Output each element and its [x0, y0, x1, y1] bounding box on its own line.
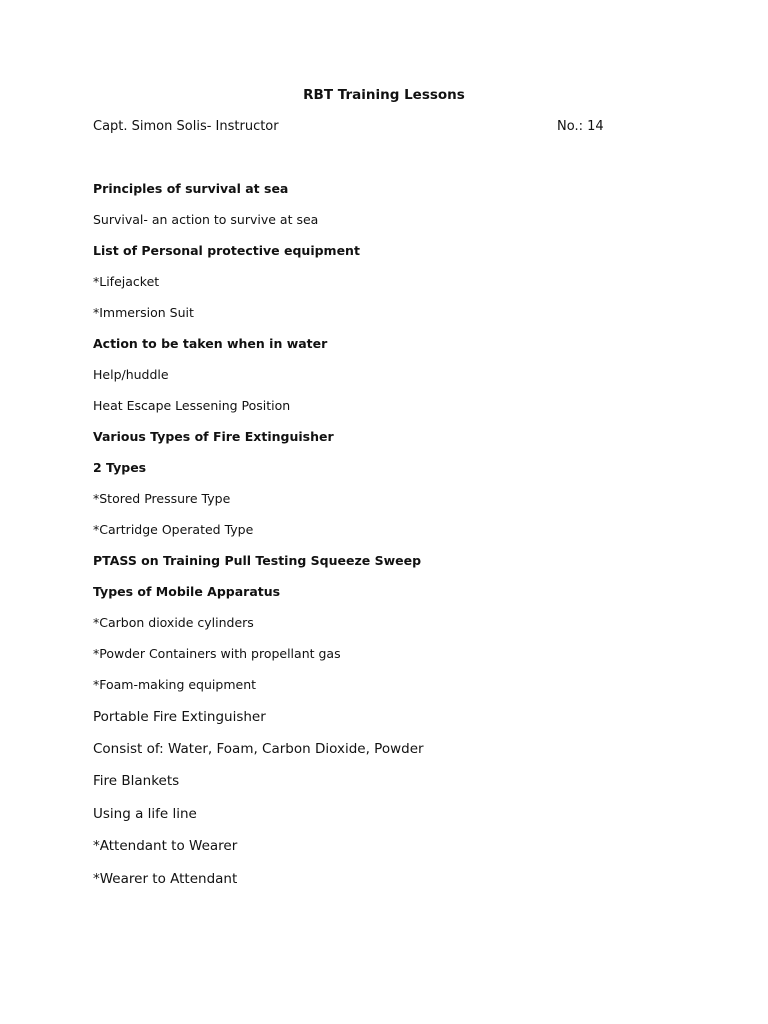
list-item-attendant-to-wearer: *Attendant to Wearer	[93, 838, 238, 854]
list-item-lifejacket: *Lifejacket	[93, 274, 160, 289]
list-item-carbon-dioxide: *Carbon dioxide cylinders	[93, 615, 254, 630]
text-life-line: Using a life line	[93, 806, 197, 822]
lesson-number: No.: 14	[557, 119, 604, 134]
list-item-wearer-to-attendant: *Wearer to Attendant	[93, 871, 238, 887]
heading-principles-of-survival: Principles of survival at sea	[93, 181, 289, 196]
heading-protective-equipment: List of Personal protective equipment	[93, 243, 360, 258]
heading-two-types: 2 Types	[93, 460, 147, 475]
instructor-name: Capt. Simon Solis- Instructor	[93, 119, 279, 134]
text-survival-definition: Survival- an action to survive at sea	[93, 212, 319, 227]
document-title: RBT Training Lessons	[303, 87, 465, 103]
list-item-cartridge-operated: *Cartridge Operated Type	[93, 522, 254, 537]
heading-fire-extinguisher-types: Various Types of Fire Extinguisher	[93, 429, 334, 444]
list-item-immersion-suit: *Immersion Suit	[93, 305, 194, 320]
list-item-powder-containers: *Powder Containers with propellant gas	[93, 646, 341, 661]
text-consist-of: Consist of: Water, Foam, Carbon Dioxide, Powder	[93, 741, 424, 757]
text-help-huddle: Help/huddle	[93, 367, 169, 382]
text-heat-escape-position: Heat Escape Lessening Position	[93, 398, 291, 413]
heading-mobile-apparatus: Types of Mobile Apparatus	[93, 584, 281, 599]
list-item-foam-making: *Foam-making equipment	[93, 677, 257, 692]
list-item-stored-pressure: *Stored Pressure Type	[93, 491, 231, 506]
heading-ptass: PTASS on Training Pull Testing Squeeze Sweep	[93, 553, 422, 568]
document-header	[93, 119, 613, 137]
heading-action-in-water: Action to be taken when in water	[93, 336, 328, 351]
text-portable-extinguisher: Portable Fire Extinguisher	[93, 709, 266, 725]
text-fire-blankets: Fire Blankets	[93, 773, 180, 789]
